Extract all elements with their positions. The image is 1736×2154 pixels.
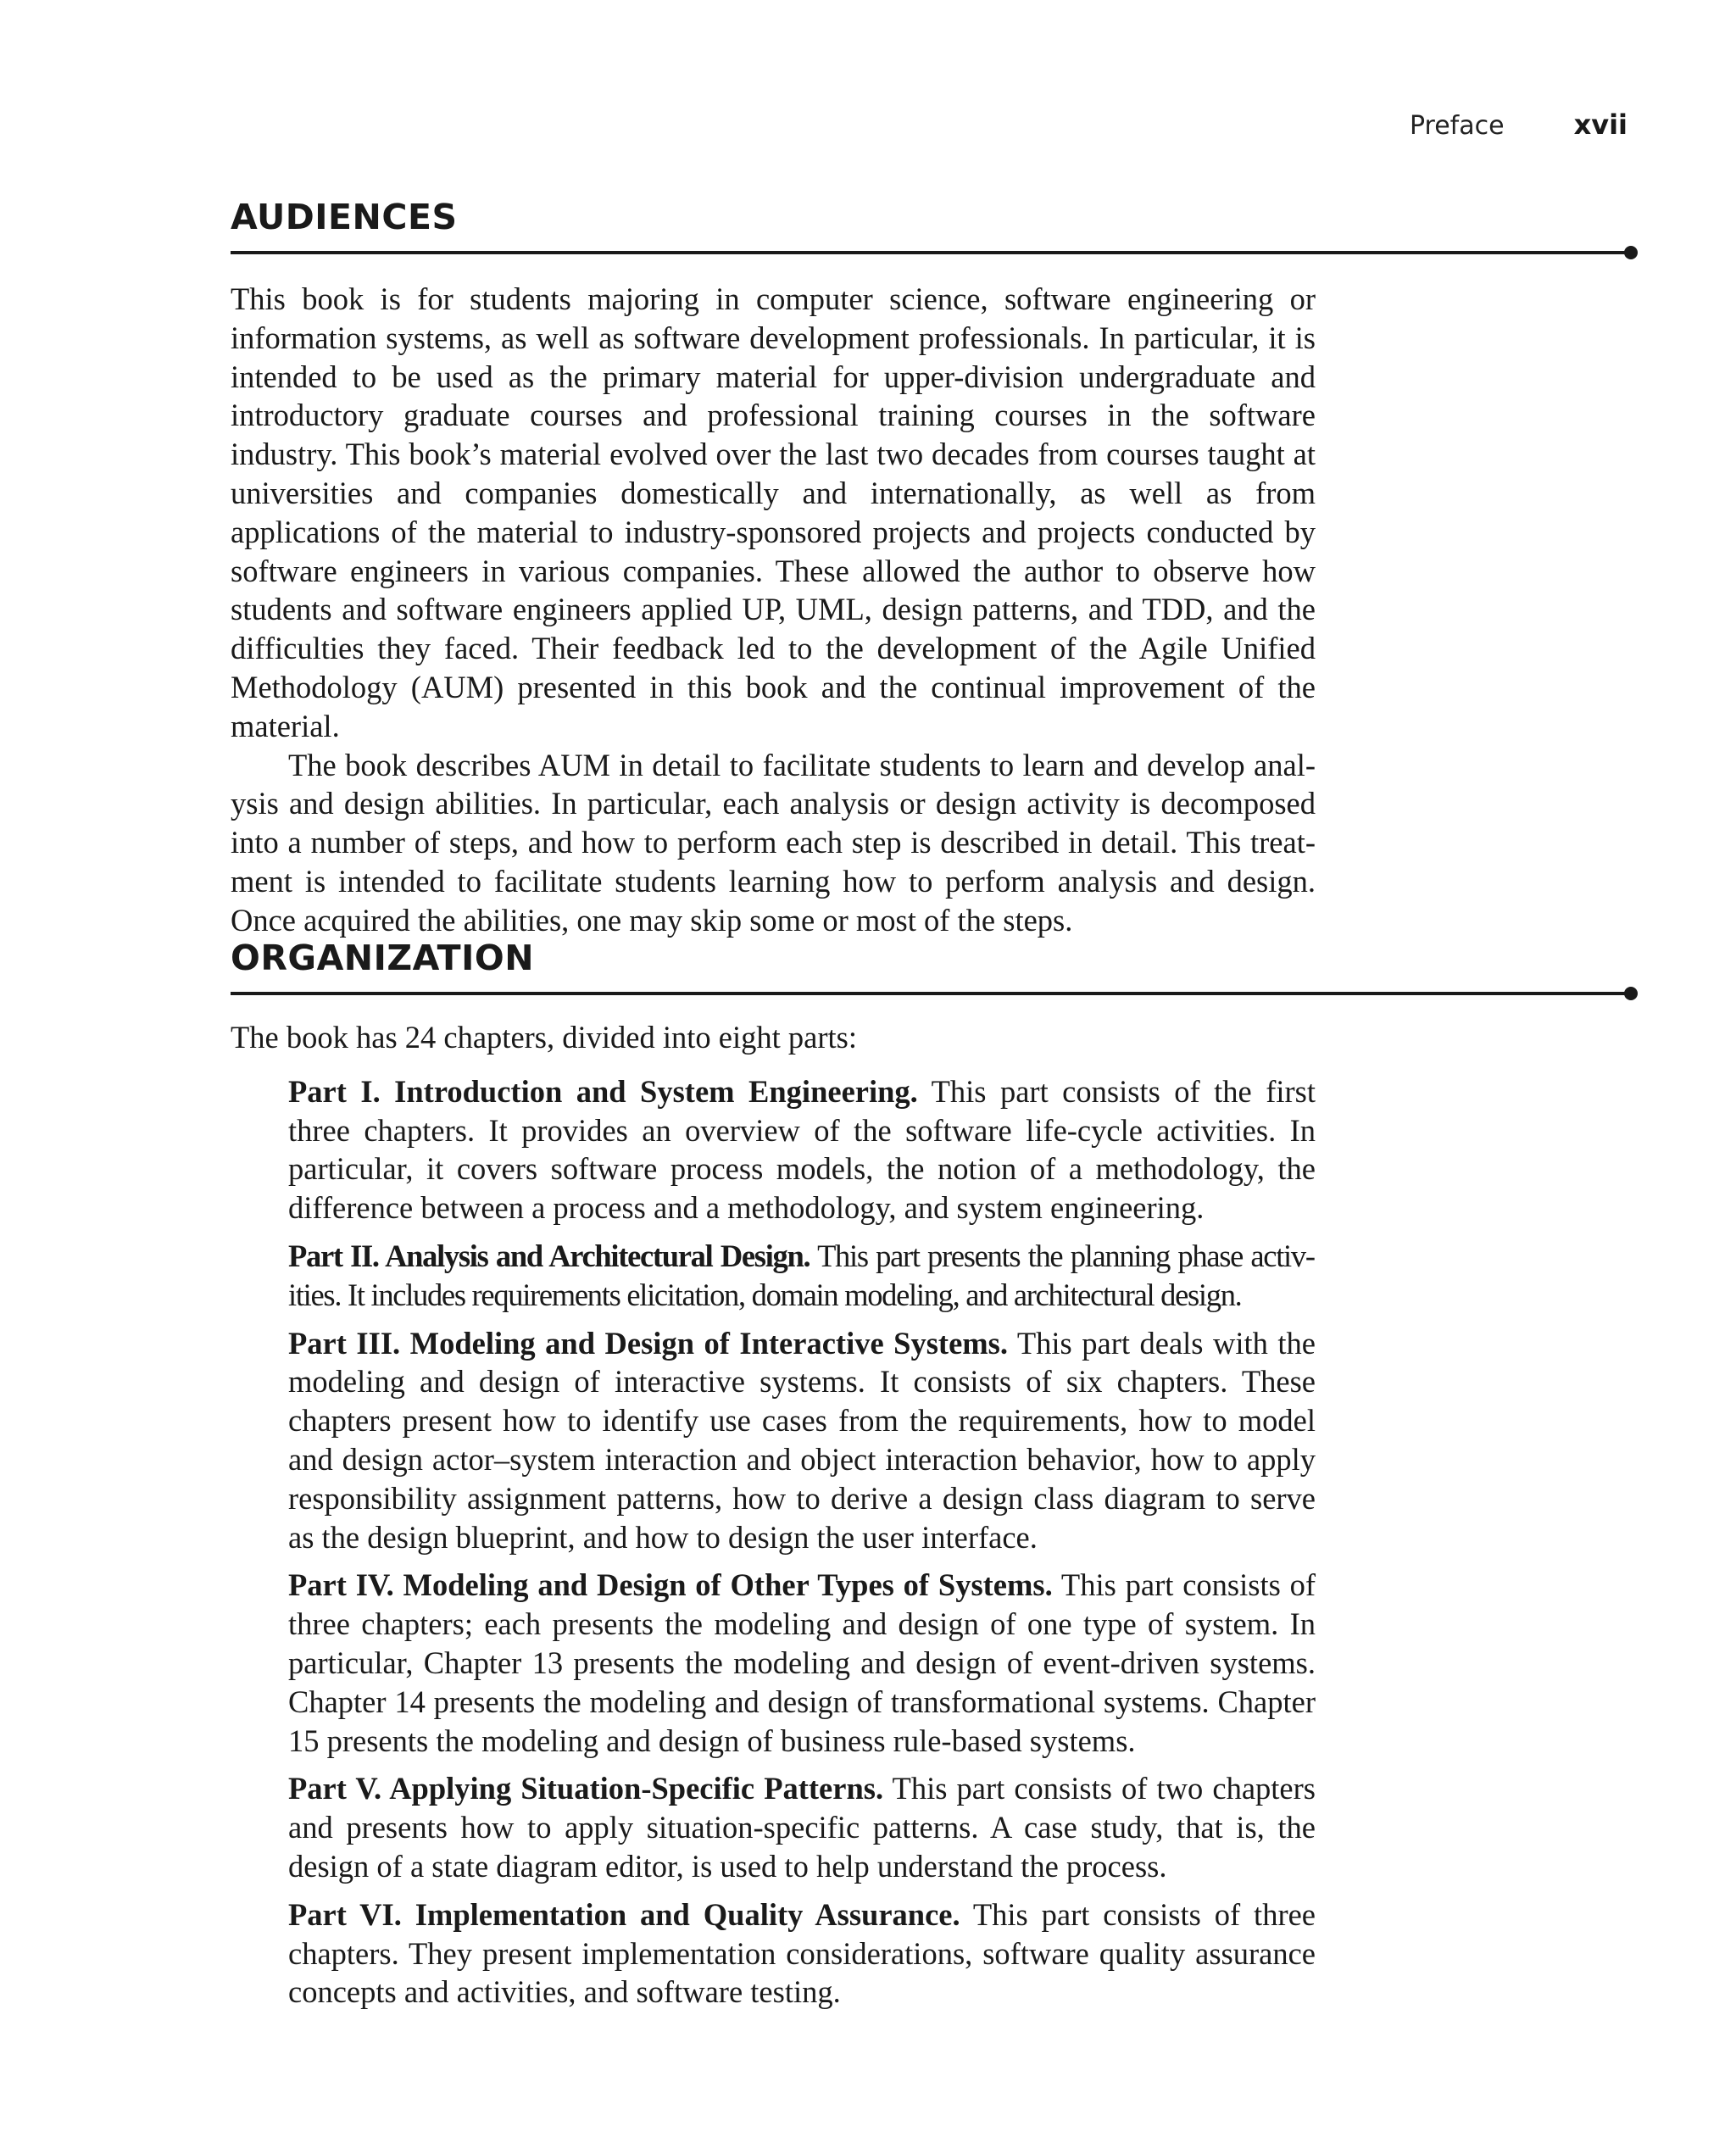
rule-dot	[1624, 987, 1638, 1000]
section-rule	[231, 251, 1631, 254]
page-number: xvii	[1573, 109, 1628, 141]
audiences-paragraph-1: This book is for students majoring in computer science, software engineering or information systems, as well as software development professionals. In particular, it is intended to be used as the primary material for upper-division undergraduate and introductory graduate courses and professional training courses in the software industry. This book’s material evolved over the last two decades from courses taught at universities and companies domestically and internationally, as well as from applications of the material to industry-sponsored projects and projects conducted by software engineers in various companies. These allowed the author to observe how students and software engineers applied UP, UML, design patterns, and TDD, and the difficulties they faced. Their feedback led to the development of the Agile Unified Methodology (AUM) presented in this book and the continual improvement of the material.	[231, 281, 1316, 743]
part-text: This part deals with the modeling and design of interactive systems. It consists of six chapters. These chapters present how to identify use cases from the requirements, how to model and design actor–system interaction and object interaction behavior, how to apply responsibility assignment patterns, how to derive a design class diagram to serve as the design blueprint, and how to design the user interface.	[288, 1325, 1316, 1555]
part-item-1	[288, 1072, 1316, 1227]
audiences-paragraph-2: The book describes AUM in detail to facilitate students to learn and develop analysis and design abilities. In particular, each analysis or design activity is decomposed into a number of steps, and how to perform each step is described in detail. This treatment is intended to facilitate students learning how to perform analysis and design. Once acquired the abilities, one may skip some or most of the steps.	[231, 747, 1316, 938]
part-title: Part I. Introduction and System Engineering.	[288, 1073, 918, 1109]
running-head-section: Preface	[1409, 111, 1505, 141]
part-title: Part V. Applying Situation-Specific Patterns.	[288, 1771, 884, 1806]
part-item-2	[288, 1237, 1316, 1315]
organization-heading: ORGANIZATION	[231, 938, 535, 978]
organization-intro: The book has 24 chapters, divided into eight parts:	[231, 1020, 857, 1055]
part-text: This part presents the planning phase activities. It includes requirements elicitation, domain modeling, and architectural design.	[288, 1238, 1316, 1312]
part-text: This part consists of two chapters and presents how to apply situation-specific patterns. A case study, that is, the design of a state diagram editor, is used to help understand the process.	[288, 1771, 1316, 1884]
part-item-6	[288, 1895, 1316, 2012]
part-title: Part II. Analysis and Architectural Design.	[288, 1238, 810, 1273]
rule-dot	[1624, 246, 1638, 259]
part-title: Part III. Modeling and Design of Interactive Systems.	[288, 1325, 1009, 1361]
running-head	[1410, 109, 1628, 141]
organization-section	[231, 938, 1631, 2021]
part-item-3	[288, 1324, 1316, 1557]
audiences-section	[231, 197, 1631, 940]
part-text: This part consists of the first three chapters. It provides an overview of the software life-cycle activities. In particular, it covers software process models, the notion of a methodology, the difference between a process and a methodology, and system engineering.	[288, 1073, 1316, 1226]
part-item-4	[288, 1566, 1316, 1760]
part-text: This part consists of three chapters; each presents the modeling and design of one type of system. In particular, Chapter 13 presents the modeling and design of event-driven systems. Chapter 14 presents the modeling and design of transformational systems. Chapter 15 presents the modeling and design of business rule-based systems.	[288, 1567, 1316, 1758]
audiences-heading: AUDIENCES	[231, 197, 458, 237]
parts-list	[288, 1072, 1316, 2012]
section-rule	[231, 992, 1631, 995]
part-item-5	[288, 1769, 1316, 1885]
part-title: Part VI. Implementation and Quality Assurance.	[288, 1896, 960, 1932]
part-text: This part consists of three chapters. They present implementation considerations, software quality assurance concepts and activities, and software testing.	[288, 1896, 1316, 2010]
part-title: Part IV. Modeling and Design of Other Types of Systems.	[288, 1567, 1053, 1603]
